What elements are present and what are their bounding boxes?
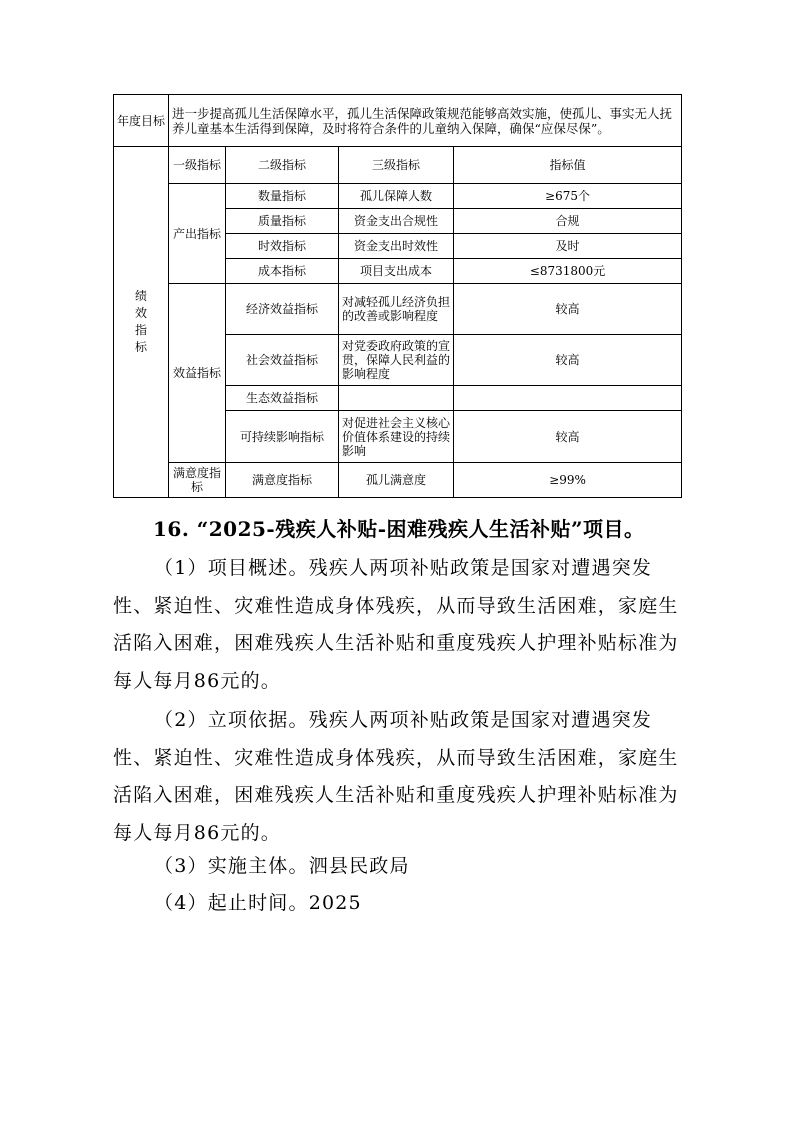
cell-level3: 资金支出时效性 [339, 234, 454, 259]
cell-level3: 对促进社会主义核心价值体系建设的持续影响 [339, 411, 454, 463]
cell-level2: 时效指标 [226, 234, 339, 259]
cell-value: ≤8731800元 [454, 259, 682, 284]
cell-value: 合规 [454, 209, 682, 234]
performance-table [113, 94, 682, 498]
cell-level3: 资金支出合规性 [339, 209, 454, 234]
basis-paragraph: （2）立项依据。残疾人两项补贴政策是国家对遭遇突发性、紧迫性、灾难性造成身体残疾，从而导致生活困难，家庭生活陷入困难，困难残疾人生活补贴和重度残疾人护理补贴标准为每人每月86元的。 [113, 709, 679, 844]
cell-level2: 数量指标 [226, 184, 339, 209]
annual-goal-text: 进一步提高孤儿生活保障水平，孤儿生活保障政策规范能够高效实施，使孤儿、事实无人抚养儿童基本生活得到保障，及时将符合条件的儿童纳入保障，确保“应保尽保”。 [169, 95, 682, 147]
table-row [114, 184, 682, 209]
group-benefit-label: 效益指标 [169, 284, 226, 463]
cell-level2: 生态效益指标 [226, 386, 339, 411]
cell-value: ≥675个 [454, 184, 682, 209]
group-output-label: 产出指标 [169, 184, 226, 284]
header-level2: 二级指标 [226, 147, 339, 184]
cell-level2: 质量指标 [226, 209, 339, 234]
table-row [114, 463, 682, 498]
cell-value: 较高 [454, 284, 682, 335]
section-heading: 16. “2025-残疾人补贴-困难残疾人生活补贴”项目。 [153, 517, 645, 541]
header-level1: 一级指标 [169, 147, 226, 184]
implementer-line: （3）实施主体。泗县民政局 [154, 855, 410, 877]
perf-indicator-label: 绩效指标 [114, 147, 169, 498]
header-value: 指标值 [454, 147, 682, 184]
cell-value: 较高 [454, 335, 682, 386]
cell-level3: 孤儿满意度 [339, 463, 454, 498]
cell-level2: 社会效益指标 [226, 335, 339, 386]
cell-level3: 对减轻孤儿经济负担的改善或影响程度 [339, 284, 454, 335]
cell-level2: 可持续影响指标 [226, 411, 339, 463]
cell-level3 [339, 386, 454, 411]
cell-value [454, 386, 682, 411]
group-satisfaction-label: 满意度指标 [169, 463, 226, 498]
cell-value: ≥99% [454, 463, 682, 498]
annual-goal-row [114, 95, 682, 147]
cell-value: 较高 [454, 411, 682, 463]
cell-value: 及时 [454, 234, 682, 259]
period-line: （4）起止时间。2025 [154, 892, 362, 914]
header-level3: 三级指标 [339, 147, 454, 184]
annual-goal-label: 年度目标 [114, 95, 169, 147]
cell-level2: 满意度指标 [226, 463, 339, 498]
cell-level3: 孤儿保障人数 [339, 184, 454, 209]
table-row [114, 284, 682, 335]
overview-paragraph: （1）项目概述。残疾人两项补贴政策是国家对遭遇突发性、紧迫性、灾难性造成身体残疾，从而导致生活困难，家庭生活陷入困难，困难残疾人生活补贴和重度残疾人护理补贴标准为每人每月86元的。 [113, 557, 679, 692]
cell-level2: 经济效益指标 [226, 284, 339, 335]
cell-level3: 项目支出成本 [339, 259, 454, 284]
cell-level3: 对党委政府政策的宣贯，保障人民利益的影响程度 [339, 335, 454, 386]
cell-level2: 成本指标 [226, 259, 339, 284]
table-header-row [114, 147, 682, 184]
